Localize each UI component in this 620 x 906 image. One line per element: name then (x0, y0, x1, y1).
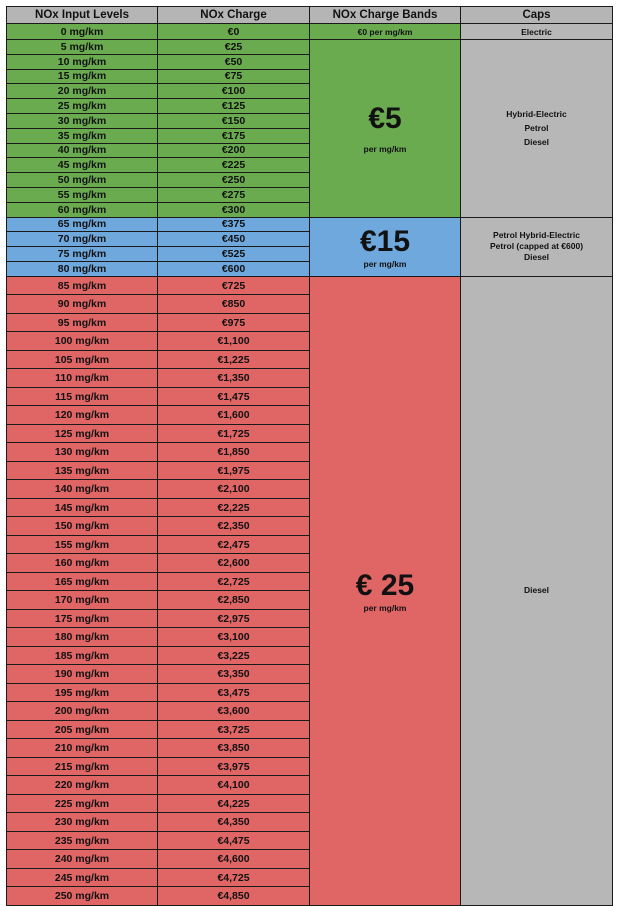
cap-label: Petrol (capped at €600) (489, 241, 584, 252)
band-zero-cell: €0 per mg/km (310, 24, 461, 40)
nox-charge-cell: €50 (158, 54, 310, 69)
nox-level-cell: 105 mg/km (7, 350, 158, 369)
band-red-unit: per mg/km (363, 602, 407, 613)
nox-level-cell: 75 mg/km (7, 247, 158, 262)
nox-charge-cell: €3,850 (158, 739, 310, 758)
nox-charge-cell: €25 (158, 40, 310, 55)
nox-charge-cell: €1,350 (158, 369, 310, 388)
nox-level-cell: 185 mg/km (7, 646, 158, 665)
nox-level-cell: 10 mg/km (7, 54, 158, 69)
nox-charge-cell: €850 (158, 295, 310, 314)
nox-charge-cell: €1,600 (158, 406, 310, 425)
nox-charge-cell: €300 (158, 202, 310, 217)
nox-level-cell: 240 mg/km (7, 850, 158, 869)
nox-level-cell: 195 mg/km (7, 683, 158, 702)
nox-charge-cell: €2,850 (158, 591, 310, 610)
caps-red-cell (461, 276, 613, 905)
nox-charge-cell: €275 (158, 187, 310, 202)
table-row (7, 40, 613, 55)
nox-charge-cell: €4,100 (158, 776, 310, 795)
nox-level-cell: 15 mg/km (7, 69, 158, 84)
nox-charge-table-container (6, 6, 612, 902)
nox-charge-cell: €3,475 (158, 683, 310, 702)
nox-charge-cell: €100 (158, 84, 310, 99)
nox-charge-cell: €3,975 (158, 757, 310, 776)
nox-charge-cell: €3,725 (158, 720, 310, 739)
nox-level-cell: 110 mg/km (7, 369, 158, 388)
nox-charge-cell: €1,975 (158, 461, 310, 480)
nox-level-cell: 145 mg/km (7, 498, 158, 517)
nox-level-cell: 115 mg/km (7, 387, 158, 406)
cap-electric-cell: Electric (461, 24, 613, 40)
nox-level-cell: 180 mg/km (7, 628, 158, 647)
band-green-rate: €5 (368, 102, 402, 136)
nox-level-cell: 85 mg/km (7, 276, 158, 295)
nox-charge-table (6, 6, 613, 906)
nox-charge-cell: €4,475 (158, 831, 310, 850)
nox-charge-cell: €2,475 (158, 535, 310, 554)
band-blue-unit: per mg/km (363, 258, 407, 269)
nox-level-cell: 125 mg/km (7, 424, 158, 443)
nox-charge-cell: €125 (158, 99, 310, 114)
nox-level-cell: 20 mg/km (7, 84, 158, 99)
header-nox-charge: NOx Charge (158, 7, 310, 24)
nox-level-cell: 205 mg/km (7, 720, 158, 739)
nox-charge-cell: €4,850 (158, 887, 310, 906)
nox-level-cell: 170 mg/km (7, 591, 158, 610)
nox-charge-cell: €725 (158, 276, 310, 295)
nox-level-cell: 135 mg/km (7, 461, 158, 480)
nox-level-cell: 150 mg/km (7, 517, 158, 536)
cap-label: Hybrid-Electric (506, 109, 567, 120)
nox-level-cell: 90 mg/km (7, 295, 158, 314)
nox-level-cell: 175 mg/km (7, 609, 158, 628)
nox-level-cell: 80 mg/km (7, 261, 158, 276)
nox-charge-cell: €4,225 (158, 794, 310, 813)
nox-charge-cell: €2,100 (158, 480, 310, 499)
nox-level-cell: 245 mg/km (7, 868, 158, 887)
table-row-zero (7, 24, 613, 40)
nox-charge-cell: €1,850 (158, 443, 310, 462)
nox-charge-cell: €2,350 (158, 517, 310, 536)
nox-charge-cell: €3,600 (158, 702, 310, 721)
nox-level-cell: 225 mg/km (7, 794, 158, 813)
nox-charge-cell: €2,725 (158, 572, 310, 591)
nox-charge-cell: €1,100 (158, 332, 310, 351)
nox-level-cell: 55 mg/km (7, 187, 158, 202)
nox-level-cell: 190 mg/km (7, 665, 158, 684)
nox-charge-cell: €525 (158, 247, 310, 262)
cap-label: Diesel (523, 137, 550, 148)
nox-level-cell: 160 mg/km (7, 554, 158, 573)
nox-level-cell: 165 mg/km (7, 572, 158, 591)
nox-level-cell: 230 mg/km (7, 813, 158, 832)
nox-charge-cell: €150 (158, 113, 310, 128)
nox-charge-cell: €225 (158, 158, 310, 173)
nox-charge-cell: €375 (158, 217, 310, 232)
caps-blue-cell (461, 217, 613, 276)
nox-level-cell: 0 mg/km (7, 24, 158, 40)
nox-level-cell: 50 mg/km (7, 173, 158, 188)
table-body (7, 24, 613, 906)
nox-charge-cell: €3,225 (158, 646, 310, 665)
nox-charge-cell: €4,600 (158, 850, 310, 869)
nox-charge-cell: €0 (158, 24, 310, 40)
nox-level-cell: 210 mg/km (7, 739, 158, 758)
nox-charge-cell: €450 (158, 232, 310, 247)
nox-charge-cell: €1,725 (158, 424, 310, 443)
nox-charge-cell: €1,475 (158, 387, 310, 406)
nox-level-cell: 155 mg/km (7, 535, 158, 554)
nox-level-cell: 60 mg/km (7, 202, 158, 217)
caps-green-cell (461, 40, 613, 218)
nox-charge-cell: €175 (158, 128, 310, 143)
table-row (7, 276, 613, 295)
band-green-cell (310, 40, 461, 218)
nox-level-cell: 35 mg/km (7, 128, 158, 143)
cap-label: Diesel (523, 585, 550, 596)
nox-level-cell: 5 mg/km (7, 40, 158, 55)
header-row (7, 7, 613, 24)
header-nox-input-levels: NOx Input Levels (7, 7, 158, 24)
band-green-unit: per mg/km (363, 144, 407, 155)
nox-level-cell: 200 mg/km (7, 702, 158, 721)
header-caps: Caps (461, 7, 613, 24)
nox-level-cell: 140 mg/km (7, 480, 158, 499)
nox-charge-cell: €1,225 (158, 350, 310, 369)
nox-level-cell: 120 mg/km (7, 406, 158, 425)
nox-level-cell: 40 mg/km (7, 143, 158, 158)
nox-level-cell: 220 mg/km (7, 776, 158, 795)
nox-charge-cell: €250 (158, 173, 310, 188)
band-blue-cell (310, 217, 461, 276)
nox-level-cell: 235 mg/km (7, 831, 158, 850)
table-row (7, 217, 613, 232)
nox-charge-cell: €200 (158, 143, 310, 158)
nox-level-cell: 65 mg/km (7, 217, 158, 232)
nox-charge-cell: €3,350 (158, 665, 310, 684)
band-red-cell (310, 276, 461, 905)
nox-level-cell: 70 mg/km (7, 232, 158, 247)
nox-charge-cell: €2,225 (158, 498, 310, 517)
cap-label: Petrol (524, 123, 549, 134)
nox-level-cell: 95 mg/km (7, 313, 158, 332)
nox-charge-cell: €75 (158, 69, 310, 84)
nox-level-cell: 30 mg/km (7, 113, 158, 128)
nox-level-cell: 250 mg/km (7, 887, 158, 906)
nox-level-cell: 45 mg/km (7, 158, 158, 173)
nox-level-cell: 130 mg/km (7, 443, 158, 462)
nox-charge-cell: €2,975 (158, 609, 310, 628)
nox-charge-cell: €4,725 (158, 868, 310, 887)
band-red-rate: € 25 (355, 568, 415, 602)
nox-charge-cell: €4,350 (158, 813, 310, 832)
cap-label: Diesel (523, 252, 550, 263)
nox-level-cell: 25 mg/km (7, 99, 158, 114)
nox-level-cell: 215 mg/km (7, 757, 158, 776)
nox-level-cell: 100 mg/km (7, 332, 158, 351)
nox-charge-cell: €600 (158, 261, 310, 276)
nox-charge-cell: €2,600 (158, 554, 310, 573)
cap-label: Petrol Hybrid-Electric (493, 230, 580, 241)
band-blue-rate: €15 (359, 224, 411, 258)
nox-charge-cell: €3,100 (158, 628, 310, 647)
header-nox-charge-bands: NOx Charge Bands (310, 7, 461, 24)
nox-charge-cell: €975 (158, 313, 310, 332)
